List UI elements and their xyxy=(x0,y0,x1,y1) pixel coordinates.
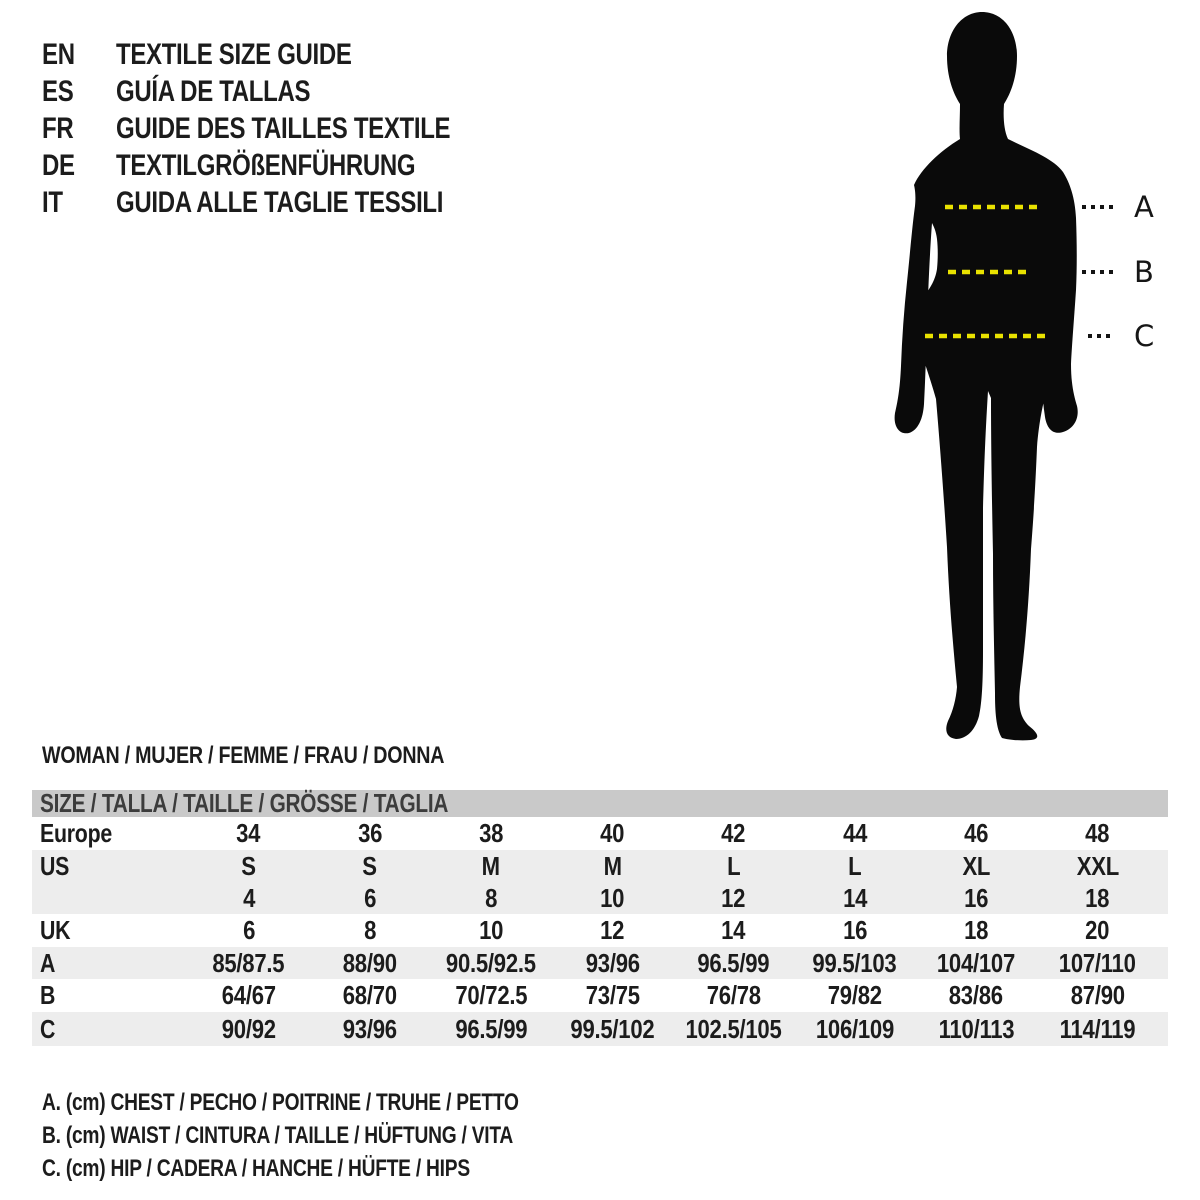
size-value: 10 xyxy=(479,915,504,945)
measurement-legend xyxy=(42,1086,638,1185)
size-value: XXL xyxy=(1076,850,1119,881)
size-value: 87/90 xyxy=(1070,980,1125,1010)
size-value: 76/78 xyxy=(706,980,761,1010)
language-code: ES xyxy=(42,74,74,108)
legend-text: A. (cm) CHEST / PECHO / POITRINE / TRUHE / PETTO xyxy=(42,1088,519,1116)
language-code: FR xyxy=(42,111,74,145)
size-value: 42 xyxy=(721,818,746,848)
table-row-us-numbers xyxy=(32,882,1168,914)
size-value: 90.5/92.5 xyxy=(446,947,537,978)
size-value: 79/82 xyxy=(827,980,882,1010)
size-value: 73/75 xyxy=(585,980,640,1010)
size-value: 99.5/103 xyxy=(812,947,897,978)
table-row-us-letters xyxy=(32,850,1168,882)
size-value: 110/113 xyxy=(938,1013,1014,1044)
size-table xyxy=(32,790,1168,1046)
language-code: DE xyxy=(42,148,75,182)
table-row-hip xyxy=(32,1012,1168,1046)
chest-marker-label: A xyxy=(1134,190,1154,224)
table-row-chest xyxy=(32,947,1168,979)
size-value: 104/107 xyxy=(937,947,1016,978)
size-value: 96.5/99 xyxy=(455,1013,528,1044)
language-title: GUIDE DES TAILLES TEXTILE xyxy=(116,111,451,145)
size-value: 20 xyxy=(1085,915,1110,945)
hip-marker-label: C xyxy=(1134,319,1155,353)
size-value: 114/119 xyxy=(1059,1013,1136,1044)
language-row-de xyxy=(42,147,534,184)
size-value: M xyxy=(482,850,501,881)
size-value: 93/96 xyxy=(585,947,640,978)
row-label: A xyxy=(40,947,56,978)
legend-hip xyxy=(42,1152,638,1185)
size-value: 10 xyxy=(600,882,625,913)
size-value: 70/72.5 xyxy=(455,980,528,1010)
row-label: UK xyxy=(40,915,71,945)
size-value: 83/86 xyxy=(949,980,1004,1010)
size-value: 8 xyxy=(363,915,376,945)
size-value: 18 xyxy=(1085,882,1110,913)
size-value: 99.5/102 xyxy=(570,1013,655,1044)
size-value: S xyxy=(241,850,256,881)
size-value: 14 xyxy=(842,882,867,913)
size-value: 46 xyxy=(964,818,989,848)
waist-marker-label: B xyxy=(1134,255,1154,289)
size-value: 6 xyxy=(363,882,376,913)
legend-text: B. (cm) WAIST / CINTURA / TAILLE / HÜFTUNG / VITA xyxy=(42,1121,514,1149)
language-code: EN xyxy=(42,37,75,71)
size-value: 36 xyxy=(357,818,382,848)
size-value: S xyxy=(362,850,378,881)
row-label: B xyxy=(40,980,56,1010)
language-title: GUÍA DE TALLAS xyxy=(116,74,311,108)
size-value: 106/109 xyxy=(815,1013,894,1044)
legend-waist xyxy=(42,1119,638,1152)
section-title xyxy=(42,742,533,770)
size-value: 68/70 xyxy=(342,980,397,1010)
size-value: 107/110 xyxy=(1058,947,1136,978)
table-header-band xyxy=(32,790,1168,817)
row-label: Europe xyxy=(40,818,112,848)
size-value: 48 xyxy=(1085,818,1110,848)
size-value: 18 xyxy=(964,915,989,945)
size-value: 34 xyxy=(236,818,261,848)
size-value: 40 xyxy=(600,818,625,848)
us-size-band xyxy=(32,850,1168,914)
table-header-text: SIZE / TALLA / TAILLE / GRÖSSE / TAGLIA xyxy=(40,788,449,818)
language-title: TEXTILGRÖßENFÜHRUNG xyxy=(116,148,416,182)
language-row-it xyxy=(42,184,534,221)
row-label: US xyxy=(40,850,70,881)
table-row-uk xyxy=(32,914,1168,947)
legend-chest xyxy=(42,1086,638,1119)
language-row-es xyxy=(42,73,534,110)
measurement-figure xyxy=(850,0,1200,760)
size-value: 16 xyxy=(842,915,867,945)
size-value: 93/96 xyxy=(342,1013,397,1044)
size-value: 96.5/99 xyxy=(697,947,770,978)
size-value: L xyxy=(848,850,862,881)
size-value: 8 xyxy=(485,882,498,913)
row-label: C xyxy=(40,1013,56,1044)
size-value: 85/87.5 xyxy=(212,947,285,978)
size-value: 44 xyxy=(842,818,867,848)
language-title: TEXTILE SIZE GUIDE xyxy=(116,37,352,71)
size-value: 90/92 xyxy=(221,1013,276,1044)
size-value: 12 xyxy=(721,882,746,913)
size-value: 4 xyxy=(242,882,255,913)
legend-text: C. (cm) HIP / CADERA / HANCHE / HÜFTE / HIPS xyxy=(42,1154,470,1182)
table-row-waist xyxy=(32,979,1168,1012)
table-row-europe xyxy=(32,817,1168,850)
size-value: 88/90 xyxy=(342,947,397,978)
size-value: 64/67 xyxy=(221,980,276,1010)
language-title-block xyxy=(42,36,534,221)
size-value: M xyxy=(603,850,622,881)
size-value: 38 xyxy=(479,818,504,848)
size-value: 14 xyxy=(721,915,746,945)
language-title: GUIDA ALLE TAGLIE TESSILI xyxy=(116,185,444,219)
language-row-en xyxy=(42,36,534,73)
size-value: 16 xyxy=(964,882,989,913)
size-value: L xyxy=(726,850,741,881)
woman-silhouette xyxy=(895,12,1078,740)
size-value: 102.5/105 xyxy=(685,1013,782,1044)
size-value: 6 xyxy=(242,915,255,945)
size-value: 12 xyxy=(600,915,625,945)
language-row-fr xyxy=(42,110,534,147)
size-value: XL xyxy=(962,850,990,881)
language-code: IT xyxy=(42,185,63,219)
section-title-text: WOMAN / MUJER / FEMME / FRAU / DONNA xyxy=(42,742,445,769)
